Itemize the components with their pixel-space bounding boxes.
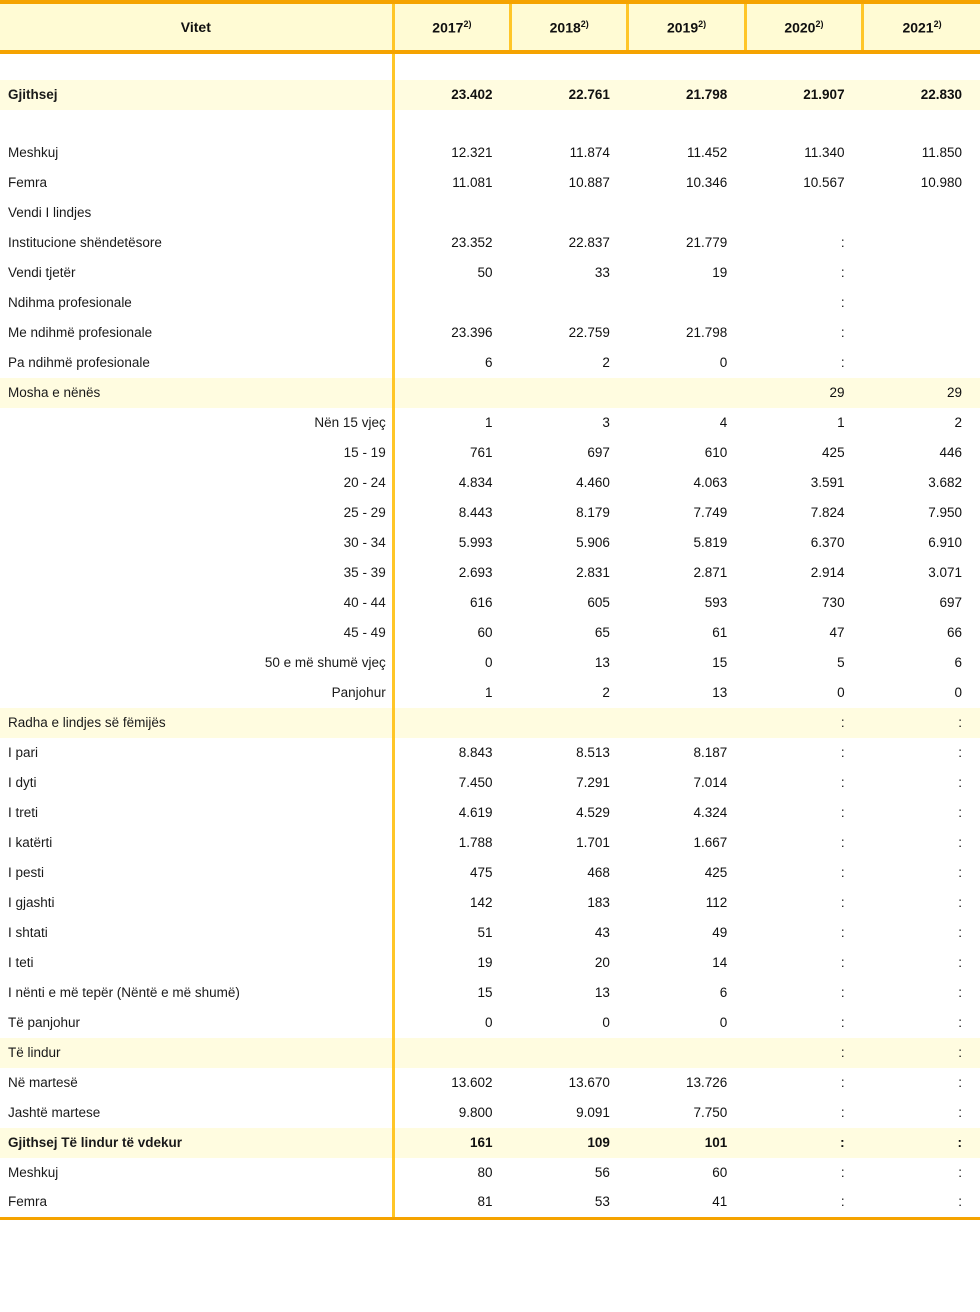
cell-value: 8.179: [576, 504, 610, 520]
cell-value: 49: [712, 924, 728, 940]
cell-value: 8.187: [693, 744, 728, 760]
cell-value: [628, 378, 745, 408]
table-row: [0, 528, 980, 558]
cell-value: :: [840, 894, 845, 910]
row-label: I dyti: [0, 768, 393, 798]
table-row: [0, 1098, 980, 1128]
cell-value: 13.602: [451, 1074, 493, 1090]
cell-value: 21.798: [685, 324, 728, 340]
cell-value: [628, 52, 745, 80]
cell-value: 593: [704, 594, 728, 610]
cell-value: [393, 110, 510, 138]
cell-value: 2: [954, 414, 962, 430]
row-label: Meshkuj: [0, 138, 393, 168]
cell-value: 7.014: [693, 774, 728, 790]
cell-value: 1.667: [693, 834, 728, 850]
cell-value: 11.081: [452, 174, 493, 190]
row-label: Gjithsej Të lindur të vdekur: [0, 1128, 393, 1158]
cell-value: [393, 52, 510, 80]
cell-value: [863, 228, 980, 258]
cell-value: 23.352: [451, 234, 493, 250]
row-label: 40 - 44: [0, 588, 393, 618]
cell-value: [863, 258, 980, 288]
cell-value: :: [840, 804, 845, 820]
cell-value: :: [840, 294, 845, 310]
row-label: Vendi tjetër: [0, 258, 393, 288]
cell-value: 50: [477, 264, 493, 280]
cell-value: :: [840, 1164, 845, 1180]
column-header-2019: [628, 2, 745, 52]
cell-value: 3.591: [810, 474, 845, 490]
row-label: Nën 15 vjeç: [0, 408, 393, 438]
cell-value: 10.980: [920, 174, 962, 190]
cell-value: [393, 288, 510, 318]
cell-value: :: [958, 864, 962, 880]
cell-value: :: [840, 1074, 845, 1090]
column-header-2020: [745, 2, 862, 52]
cell-value: 1.701: [576, 834, 610, 850]
table-row: [0, 828, 980, 858]
cell-value: [511, 52, 628, 80]
cell-value: [745, 110, 862, 138]
row-label: I pari: [0, 738, 393, 768]
cell-value: 6: [954, 654, 962, 670]
cell-value: 20: [594, 954, 610, 970]
row-label: I nënti e më tepër (Nëntë e më shumë): [0, 978, 393, 1008]
column-header-2018: [511, 2, 628, 52]
cell-value: 4.460: [576, 474, 610, 490]
cell-value: 1.788: [458, 834, 493, 850]
column-header-2017: [393, 2, 510, 52]
table-row: [0, 558, 980, 588]
cell-value: 5.993: [458, 534, 493, 550]
cell-value: [745, 52, 862, 80]
row-label: 20 - 24: [0, 468, 393, 498]
cell-value: 730: [822, 594, 845, 610]
cell-value: 13.726: [685, 1074, 728, 1090]
row-label: I shtati: [0, 918, 393, 948]
cell-value: :: [840, 324, 845, 340]
cell-value: 47: [829, 624, 845, 640]
cell-value: 15: [712, 654, 728, 670]
cell-value: 21.779: [685, 234, 728, 250]
cell-value: :: [840, 1104, 845, 1120]
cell-value: 1: [485, 414, 493, 430]
table-row: [0, 918, 980, 948]
cell-value: [863, 198, 980, 228]
cell-value: 7.950: [928, 504, 962, 520]
cell-value: [863, 52, 980, 80]
cell-value: 2.831: [576, 564, 610, 580]
row-label: Mosha e nënës: [0, 378, 393, 408]
table-row: [0, 618, 980, 648]
row-label: Gjithsej: [0, 80, 393, 110]
cell-value: [628, 198, 745, 228]
cell-value: 7.450: [458, 774, 493, 790]
row-label: Femra: [0, 1188, 393, 1218]
row-label: I treti: [0, 798, 393, 828]
cell-value: [511, 288, 628, 318]
row-label: I gjashti: [0, 888, 393, 918]
cell-value: 2.871: [693, 564, 728, 580]
cell-value: 22.837: [568, 234, 610, 250]
column-header-2019-year: 2019: [666, 19, 699, 36]
cell-value: 7.750: [693, 1104, 728, 1120]
table-row: [0, 1008, 980, 1038]
table-row: [0, 1188, 980, 1218]
table-row: [0, 588, 980, 618]
cell-value: 19: [712, 264, 728, 280]
table-row: [0, 408, 980, 438]
table-row: [0, 678, 980, 708]
cell-value: 33: [594, 264, 610, 280]
table-row: [0, 318, 980, 348]
row-label: I katërti: [0, 828, 393, 858]
table-header-row: [0, 2, 980, 52]
table-row: [0, 348, 980, 378]
cell-value: 60: [477, 624, 493, 640]
table-row: [0, 1068, 980, 1098]
row-label: Të lindur: [0, 1038, 393, 1068]
cell-value: 697: [939, 594, 962, 610]
table-row: [0, 288, 980, 318]
cell-value: 56: [594, 1164, 610, 1180]
cell-value: 3.682: [928, 474, 962, 490]
cell-value: [863, 318, 980, 348]
cell-value: [628, 1038, 745, 1068]
column-header-2021-year: 2021: [902, 19, 934, 36]
cell-value: 7.291: [576, 774, 610, 790]
cell-value: 81: [393, 1188, 510, 1218]
cell-value: 61: [712, 624, 728, 640]
cell-value: [511, 110, 628, 138]
cell-value: 610: [704, 444, 728, 460]
cell-value: 0: [719, 1014, 728, 1030]
table-body: [0, 52, 980, 1218]
cell-value: 12.321: [451, 144, 493, 160]
cell-value: 112: [705, 894, 728, 910]
cell-value: :: [958, 894, 962, 910]
cell-value: [628, 288, 745, 318]
row-label: I teti: [0, 948, 393, 978]
table-row: [0, 168, 980, 198]
table-row: [0, 258, 980, 288]
cell-value: 19: [477, 954, 493, 970]
cell-value: :: [863, 1188, 980, 1218]
row-label: Në martesë: [0, 1068, 393, 1098]
cell-value: 2.914: [810, 564, 845, 580]
cell-value: 9.091: [576, 1104, 610, 1120]
table-row: [0, 198, 980, 228]
table-row: [0, 888, 980, 918]
cell-value: :: [840, 954, 845, 970]
table-row: [0, 798, 980, 828]
cell-value: 2: [602, 354, 610, 370]
cell-value: 60: [712, 1164, 728, 1180]
cell-value: :: [745, 1188, 862, 1218]
cell-value: 8.513: [576, 744, 610, 760]
cell-value: 3.071: [928, 564, 962, 580]
row-label: [0, 110, 393, 138]
column-header-vitet: Vitet: [0, 2, 393, 52]
cell-value: 65: [594, 624, 610, 640]
table-row: [0, 648, 980, 678]
cell-value: 23.402: [451, 86, 493, 102]
row-label: 15 - 19: [0, 438, 393, 468]
cell-value: :: [958, 1074, 962, 1090]
cell-value: [393, 708, 510, 738]
cell-value: :: [840, 1014, 845, 1030]
cell-value: :: [840, 1134, 845, 1150]
cell-value: 4: [719, 414, 728, 430]
cell-value: 4.834: [458, 474, 493, 490]
cell-value: 3: [602, 414, 610, 430]
cell-value: 6: [485, 354, 493, 370]
cell-value: [863, 348, 980, 378]
cell-value: 4.619: [458, 804, 493, 820]
cell-value: 29: [829, 384, 845, 400]
table-row: [0, 138, 980, 168]
cell-value: 446: [939, 444, 962, 460]
cell-value: 0: [485, 1014, 493, 1030]
cell-value: 7.749: [693, 504, 728, 520]
table-row: [0, 378, 980, 408]
row-label: Vendi I lindjes: [0, 198, 393, 228]
cell-value: :: [840, 264, 845, 280]
row-label: Panjohur: [0, 678, 393, 708]
table-row: [0, 978, 980, 1008]
cell-value: 425: [822, 444, 845, 460]
cell-value: [628, 110, 745, 138]
cell-value: :: [840, 744, 845, 760]
cell-value: 22.761: [568, 86, 610, 102]
cell-value: 53: [511, 1188, 628, 1218]
cell-value: [393, 198, 510, 228]
row-label: Institucione shëndetësore: [0, 228, 393, 258]
cell-value: [393, 378, 510, 408]
cell-value: 66: [946, 624, 962, 640]
cell-value: 161: [470, 1134, 493, 1150]
cell-value: 23.396: [451, 324, 493, 340]
row-label: Jashtë martese: [0, 1098, 393, 1128]
table-row: [0, 498, 980, 528]
cell-value: 11.850: [921, 144, 962, 160]
cell-value: 1: [837, 414, 845, 430]
cell-value: [511, 708, 628, 738]
table-row: [0, 438, 980, 468]
cell-value: [511, 198, 628, 228]
cell-value: :: [840, 354, 845, 370]
cell-value: :: [840, 984, 845, 1000]
cell-value: [745, 198, 862, 228]
cell-value: :: [958, 984, 962, 1000]
cell-value: :: [840, 1044, 845, 1060]
row-label: 25 - 29: [0, 498, 393, 528]
cell-value: 11.452: [686, 144, 728, 160]
cell-value: 13.670: [568, 1074, 610, 1090]
cell-value: 13: [594, 984, 610, 1000]
column-header-2021-note: 2): [933, 18, 942, 29]
cell-value: :: [958, 954, 962, 970]
cell-value: :: [958, 1014, 962, 1030]
cell-value: 6.910: [928, 534, 962, 550]
cell-value: :: [958, 804, 962, 820]
cell-value: 43: [594, 924, 610, 940]
cell-value: 7.824: [810, 504, 845, 520]
row-label: 45 - 49: [0, 618, 393, 648]
cell-value: 13: [712, 684, 728, 700]
cell-value: 22.830: [920, 86, 962, 102]
cell-value: :: [840, 834, 845, 850]
row-label: 35 - 39: [0, 558, 393, 588]
table-row: [0, 708, 980, 738]
cell-value: 80: [477, 1164, 493, 1180]
row-label: Ndihma profesionale: [0, 288, 393, 318]
cell-value: 616: [470, 594, 493, 610]
cell-value: 41: [628, 1188, 745, 1218]
cell-value: :: [958, 924, 962, 940]
cell-value: :: [958, 1164, 962, 1180]
cell-value: :: [958, 774, 962, 790]
cell-value: :: [958, 714, 962, 730]
cell-value: 475: [470, 864, 493, 880]
cell-value: 6.370: [810, 534, 845, 550]
row-label: Femra: [0, 168, 393, 198]
cell-value: 11.874: [569, 144, 610, 160]
cell-value: 425: [704, 864, 728, 880]
cell-value: [863, 288, 980, 318]
cell-value: 697: [587, 444, 610, 460]
cell-value: 22.759: [568, 324, 610, 340]
cell-value: [393, 1038, 510, 1068]
table-row: [0, 468, 980, 498]
cell-value: [511, 378, 628, 408]
cell-value: :: [958, 1104, 962, 1120]
cell-value: 0: [485, 654, 493, 670]
cell-value: 142: [470, 894, 493, 910]
column-header-2020-year: 2020: [784, 19, 816, 36]
cell-value: :: [840, 774, 845, 790]
cell-value: 15: [477, 984, 493, 1000]
cell-value: :: [840, 234, 845, 250]
table-header: [0, 2, 980, 52]
column-header-2018-year: 2018: [549, 19, 581, 36]
column-header-2019-note: 2): [698, 18, 707, 29]
cell-value: 9.800: [458, 1104, 493, 1120]
cell-value: 5: [837, 654, 845, 670]
table-row: [0, 768, 980, 798]
row-label: [0, 52, 393, 80]
cell-value: :: [840, 714, 845, 730]
row-label: 30 - 34: [0, 528, 393, 558]
cell-value: :: [840, 864, 845, 880]
table-row: [0, 52, 980, 80]
row-label: 50 e më shumë vjeç: [0, 648, 393, 678]
cell-value: 10.567: [803, 174, 845, 190]
row-label: Me ndihmë profesionale: [0, 318, 393, 348]
cell-value: 109: [587, 1134, 610, 1150]
cell-value: 8.843: [458, 744, 493, 760]
cell-value: 13: [594, 654, 610, 670]
column-header-2017-note: 2): [463, 18, 472, 29]
cell-value: 8.443: [458, 504, 493, 520]
cell-value: 0: [837, 684, 845, 700]
cell-value: [863, 110, 980, 138]
cell-value: 5.819: [693, 534, 728, 550]
cell-value: :: [958, 1044, 962, 1060]
table-row: [0, 738, 980, 768]
cell-value: 4.529: [576, 804, 610, 820]
cell-value: 0: [954, 684, 962, 700]
column-header-2021: [863, 2, 980, 52]
cell-value: [628, 708, 745, 738]
row-label: Pa ndihmë profesionale: [0, 348, 393, 378]
cell-value: 2.693: [458, 564, 493, 580]
cell-value: :: [958, 744, 962, 760]
cell-value: 0: [602, 1014, 610, 1030]
cell-value: 0: [719, 354, 728, 370]
table-row: [0, 228, 980, 258]
cell-value: 29: [946, 384, 962, 400]
table-row: [0, 948, 980, 978]
table-row: [0, 1038, 980, 1068]
cell-value: 11.340: [804, 144, 845, 160]
column-header-2018-note: 2): [580, 18, 589, 29]
cell-value: 14: [712, 954, 728, 970]
row-label: Të panjohur: [0, 1008, 393, 1038]
cell-value: 10.887: [568, 174, 610, 190]
column-header-2017-year: 2017: [432, 19, 464, 36]
cell-value: 1: [485, 684, 493, 700]
table-row: [0, 1158, 980, 1188]
cell-value: :: [957, 1134, 962, 1150]
cell-value: 21.798: [685, 86, 728, 102]
row-label: Radha e lindjes së fëmijës: [0, 708, 393, 738]
cell-value: 183: [587, 894, 610, 910]
cell-value: 2: [602, 684, 610, 700]
column-header-2020-note: 2): [815, 18, 824, 29]
cell-value: 10.346: [685, 174, 728, 190]
cell-value: 6: [719, 984, 728, 1000]
table-row: [0, 1128, 980, 1158]
table-row: [0, 110, 980, 138]
cell-value: 51: [477, 924, 493, 940]
cell-value: 468: [587, 864, 610, 880]
cell-value: :: [958, 834, 962, 850]
cell-value: :: [840, 924, 845, 940]
cell-value: 4.063: [693, 474, 728, 490]
table-row: [0, 80, 980, 110]
table-row: [0, 858, 980, 888]
cell-value: 21.907: [803, 86, 845, 102]
row-label: I pesti: [0, 858, 393, 888]
row-label: Meshkuj: [0, 1158, 393, 1188]
cell-value: 5.906: [576, 534, 610, 550]
cell-value: 4.324: [693, 804, 728, 820]
cell-value: 605: [587, 594, 610, 610]
cell-value: 761: [470, 444, 493, 460]
cell-value: [511, 1038, 628, 1068]
cell-value: 101: [704, 1134, 728, 1150]
